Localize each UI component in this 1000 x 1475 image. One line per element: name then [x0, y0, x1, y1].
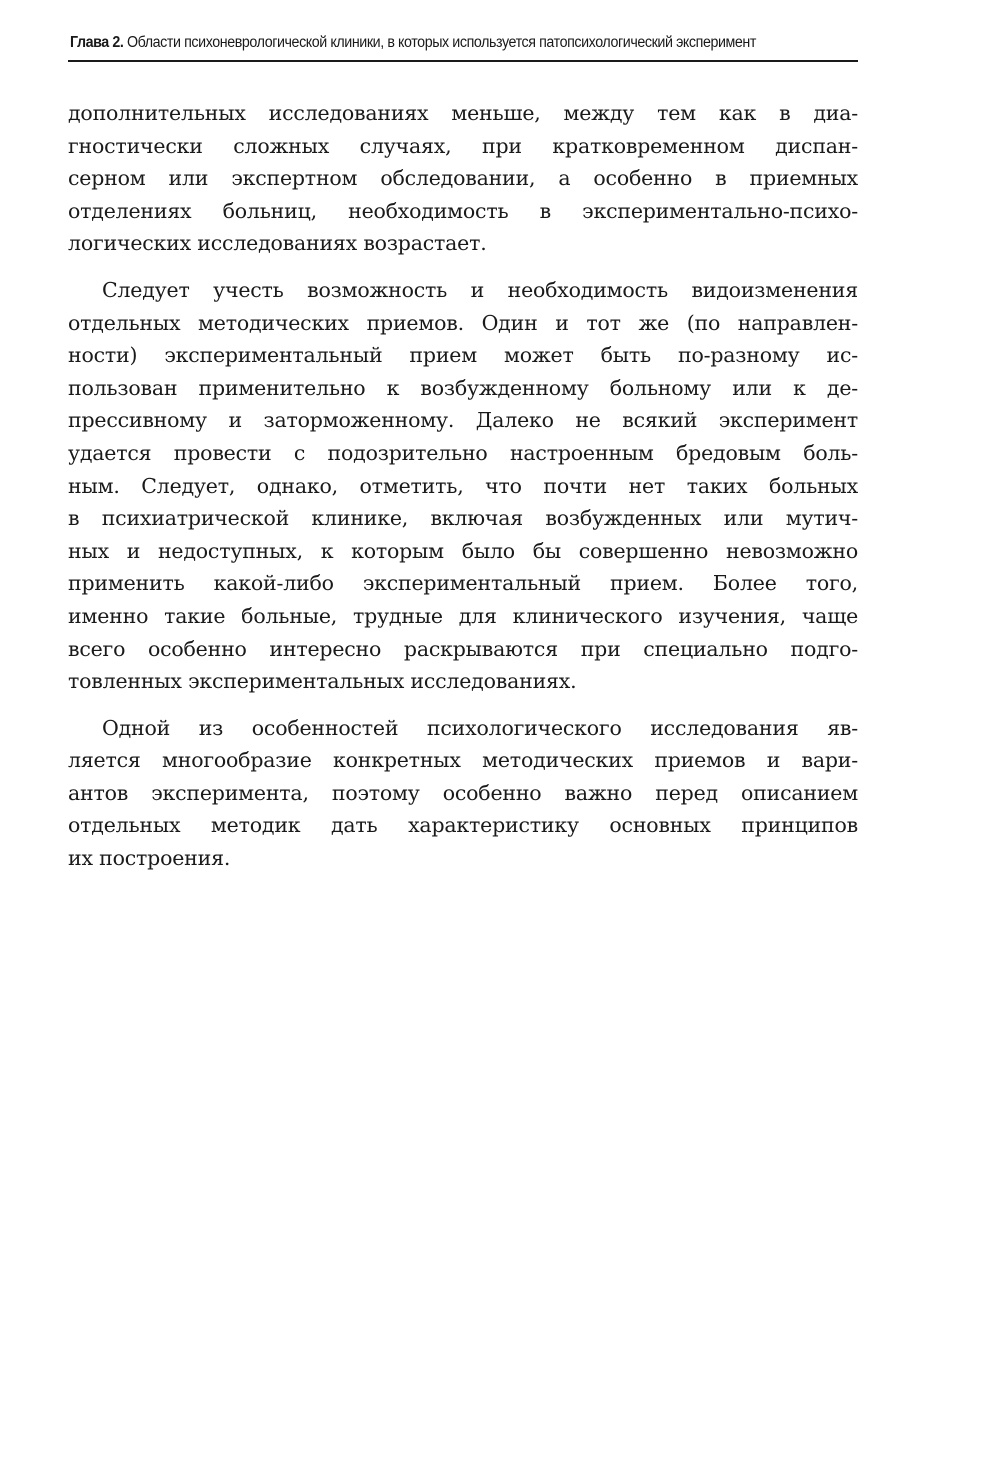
text-line: Одной из особенностей психологического исследования яв- — [102, 715, 858, 740]
paragraph-2 — [68, 274, 858, 698]
text-line: дополнительных исследованиях меньше, между тем как в диа- — [68, 101, 858, 125]
text-line: ным. Следует, однако, отметить, что почти нет таких больных — [68, 473, 858, 498]
header-rule — [68, 60, 858, 62]
text-line: товленных экспериментальных исследованиях. — [68, 669, 577, 694]
text-line: отдельных методических приемов. Один и тот же (по направлен- — [68, 310, 858, 335]
text-line: отделениях больниц, необходимость в экспериментально-психо- — [68, 198, 858, 223]
text-line: ных и недоступных, к которым было бы совершенно невозможно — [68, 538, 858, 563]
paragraph-gap — [68, 260, 858, 274]
text-line: прессивному и заторможенному. Далеко не всякий эксперимент — [68, 408, 858, 433]
paragraph-3 — [68, 712, 858, 875]
text-line: применить какой-либо экспериментальный прием. Более того, — [68, 571, 858, 596]
text-line: гностически сложных случаях, при кратковременном диспан- — [68, 133, 858, 158]
text-line: удается провести с подозрительно настроенным бредовым боль- — [68, 440, 858, 465]
text-line: ности) экспериментальный прием может быть по-разному ис- — [68, 343, 858, 368]
chapter-title: Области психоневрологической клиники, в которых используется патопсихологический эксперимент — [126, 34, 757, 51]
text-line: именно такие больные, трудные для клинического изучения, чаще — [68, 603, 858, 628]
paragraph-gap — [68, 698, 858, 712]
text-line: отдельных методик дать характеристику основных принципов — [68, 813, 858, 838]
text-line: логических исследованиях возрастает. — [68, 231, 487, 256]
text-line: пользован применительно к возбужденному больному или к де- — [68, 375, 858, 400]
chapter-label: Глава 2. — [70, 34, 124, 51]
running-header — [70, 30, 793, 56]
paragraph-1 — [68, 97, 858, 260]
text-line: Следует учесть возможность и необходимость видоизменения — [102, 277, 858, 302]
text-line: антов эксперимента, поэтому особенно важно перед описанием — [68, 780, 858, 805]
text-line: в психиатрической клинике, включая возбужденных или мутич- — [68, 506, 858, 531]
text-line: всего особенно интересно раскрываются при специально подго- — [68, 636, 858, 661]
body-text — [68, 97, 858, 875]
text-line: их построения. — [68, 846, 231, 871]
text-line: ляется многообразие конкретных методических приемов и вари- — [68, 748, 858, 773]
text-line: серном или экспертном обследовании, а особенно в приемных — [68, 166, 858, 191]
